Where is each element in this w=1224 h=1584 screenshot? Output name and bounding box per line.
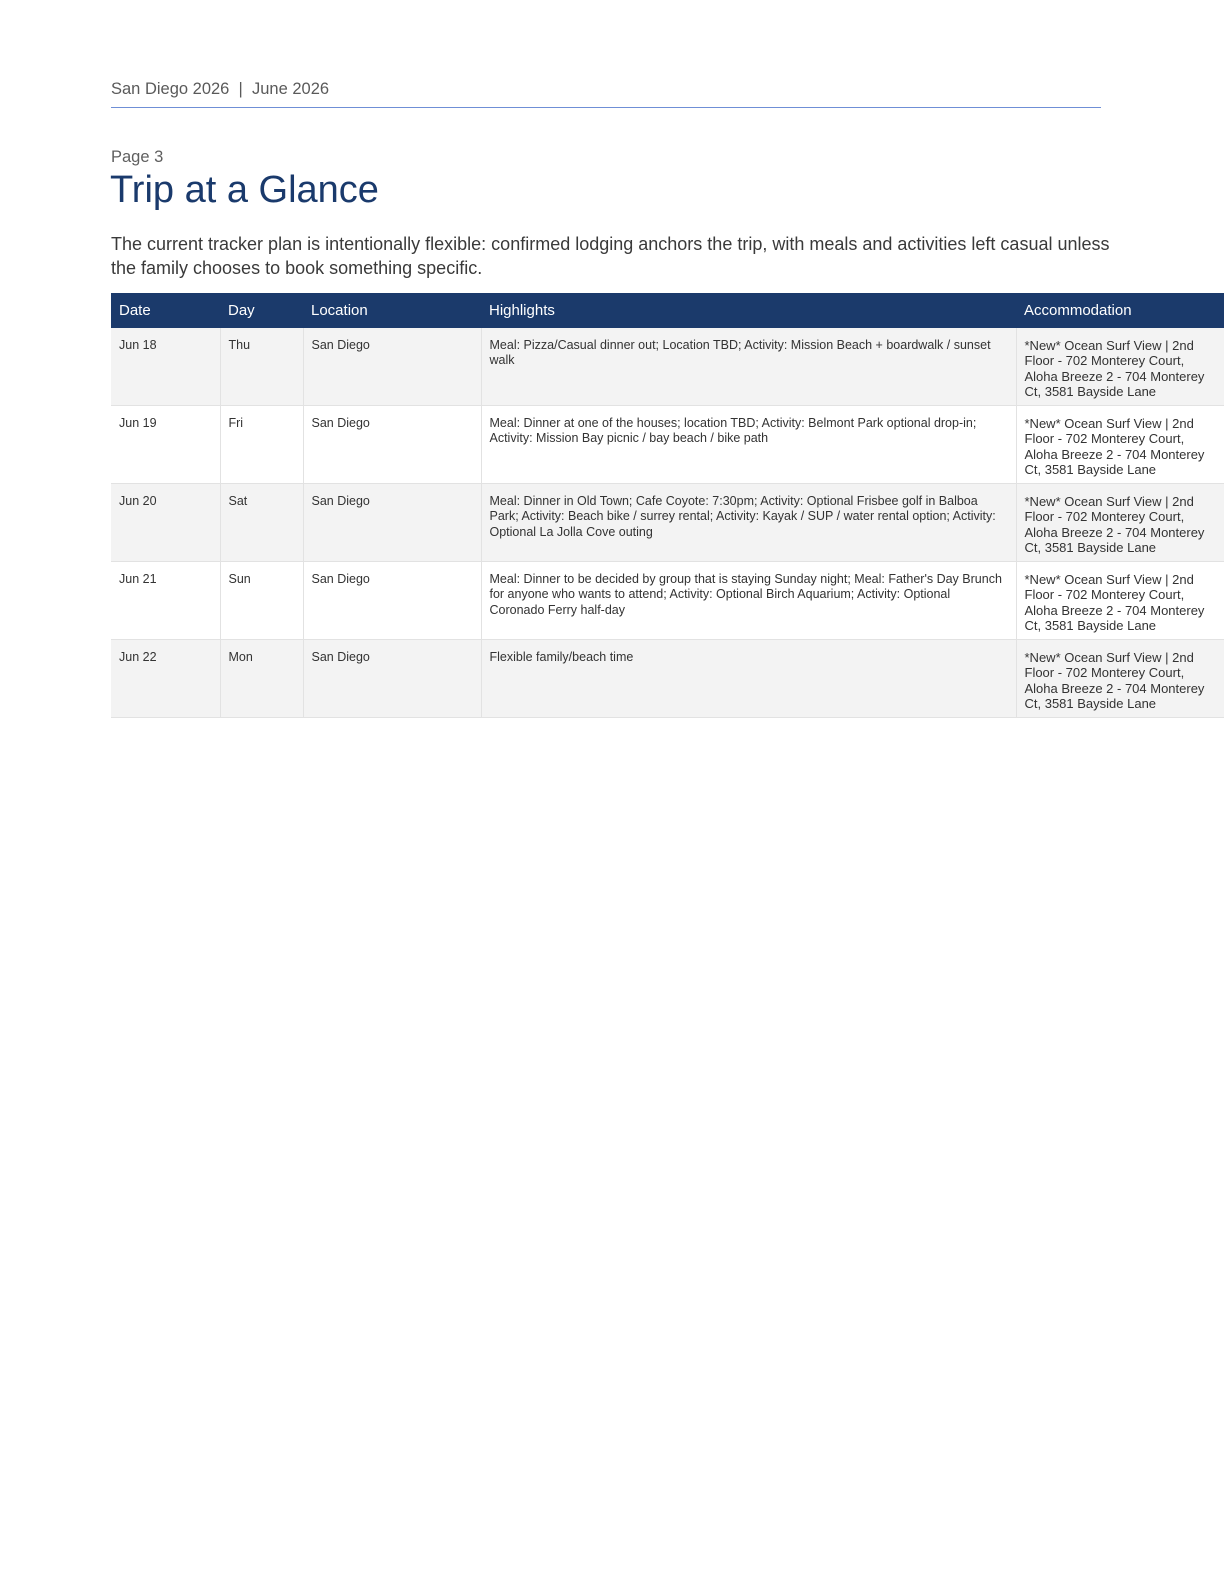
cell-location: San Diego xyxy=(303,562,481,640)
accommodation-line: Ct, 3581 Bayside Lane xyxy=(1024,696,1157,712)
cell-accommodation xyxy=(1016,640,1224,718)
accommodation-line: Floor - 702 Monterey Court, xyxy=(1024,587,1185,603)
cell-highlights: Meal: Pizza/Casual dinner out; Location TBD; Activity: Mission Beach + boardwalk / sunset walk xyxy=(481,328,1016,406)
cell-accommodation xyxy=(1016,406,1224,484)
cell-day: Mon xyxy=(220,640,303,718)
table-row xyxy=(111,406,1224,484)
table-row xyxy=(111,484,1224,562)
cell-day: Fri xyxy=(220,406,303,484)
cell-location: San Diego xyxy=(303,328,481,406)
accommodation-line: Floor - 702 Monterey Court, xyxy=(1024,353,1185,369)
column-header-highlights: Highlights xyxy=(481,293,1016,328)
cell-highlights: Meal: Dinner in Old Town; Cafe Coyote: 7:30pm; Activity: Optional Frisbee golf in Balboa Park; Activity: Beach bike / surrey rental; Activity: Kayak / SUP / water rental option; Activity: Optional La Jolla Cove outing xyxy=(481,484,1016,562)
header-month: June 2026 xyxy=(251,80,330,98)
cell-day: Sun xyxy=(220,562,303,640)
accommodation-line: Ct, 3581 Bayside Lane xyxy=(1024,540,1157,556)
accommodation-line: Aloha Breeze 2 - 704 Monterey xyxy=(1024,368,1205,384)
accommodation-line: Aloha Breeze 2 - 704 Monterey xyxy=(1024,602,1205,618)
table-row xyxy=(111,328,1224,406)
cell-highlights: Meal: Dinner to be decided by group that is staying Sunday night; Meal: Father's Day Brunch for anyone who wants to attend; Activity: Optional Birch Aquarium; Activity: Optional Coronado Ferry half-day xyxy=(481,562,1016,640)
cell-date: Jun 20 xyxy=(111,484,220,562)
intro-paragraph: The current tracker plan is intentionally flexible: confirmed lodging anchors the trip, with meals and activities left casual unless the family chooses to book something specific. xyxy=(111,234,1110,278)
header-separator: | xyxy=(229,80,252,98)
cell-date: Jun 21 xyxy=(111,562,220,640)
accommodation-line: Ct, 3581 Bayside Lane xyxy=(1024,384,1157,400)
table-row xyxy=(111,562,1224,640)
accommodation-line: Floor - 702 Monterey Court, xyxy=(1024,431,1185,447)
cell-date: Jun 22 xyxy=(111,640,220,718)
accommodation-line: Aloha Breeze 2 - 704 Monterey xyxy=(1024,680,1205,696)
running-header xyxy=(111,79,1101,108)
accommodation-line: Ct, 3581 Bayside Lane xyxy=(1024,618,1157,634)
cell-accommodation xyxy=(1016,562,1224,640)
column-header-date: Date xyxy=(111,293,220,328)
accommodation-line: *New* Ocean Surf View | 2nd xyxy=(1024,650,1194,665)
cell-location: San Diego xyxy=(303,640,481,718)
accommodation-line: Aloha Breeze 2 - 704 Monterey xyxy=(1024,446,1205,462)
cell-highlights: Meal: Dinner at one of the houses; location TBD; Activity: Belmont Park optional drop-in; Activity: Mission Bay picnic / bay beach / bike path xyxy=(481,406,1016,484)
accommodation-line: *New* Ocean Surf View | 2nd xyxy=(1024,494,1194,509)
cell-date: Jun 19 xyxy=(111,406,220,484)
column-header-day: Day xyxy=(220,293,303,328)
accommodation-line: *New* Ocean Surf View | 2nd xyxy=(1024,416,1194,431)
cell-day: Sat xyxy=(220,484,303,562)
cell-day: Thu xyxy=(220,328,303,406)
accommodation-line: *New* Ocean Surf View | 2nd xyxy=(1024,572,1194,587)
column-header-accommodation: Accommodation xyxy=(1016,293,1224,328)
page-label: Page 3 xyxy=(111,148,164,166)
accommodation-line: Floor - 702 Monterey Court, xyxy=(1024,509,1185,525)
cell-location: San Diego xyxy=(303,406,481,484)
accommodation-line: Aloha Breeze 2 - 704 Monterey xyxy=(1024,524,1205,540)
cell-location: San Diego xyxy=(303,484,481,562)
table-header-row xyxy=(111,293,1224,328)
accommodation-line: Ct, 3581 Bayside Lane xyxy=(1024,462,1157,478)
table-row xyxy=(111,640,1224,718)
header-trip-name: San Diego 2026 xyxy=(111,80,230,98)
cell-highlights: Flexible family/beach time xyxy=(481,640,1016,718)
trip-table xyxy=(111,293,1224,718)
column-header-location: Location xyxy=(303,293,481,328)
accommodation-line: Floor - 702 Monterey Court, xyxy=(1024,665,1185,681)
cell-accommodation xyxy=(1016,328,1224,406)
cell-date: Jun 18 xyxy=(111,328,220,406)
cell-accommodation xyxy=(1016,484,1224,562)
accommodation-line: *New* Ocean Surf View | 2nd xyxy=(1024,338,1194,353)
page-title: Trip at a Glance xyxy=(110,169,379,211)
